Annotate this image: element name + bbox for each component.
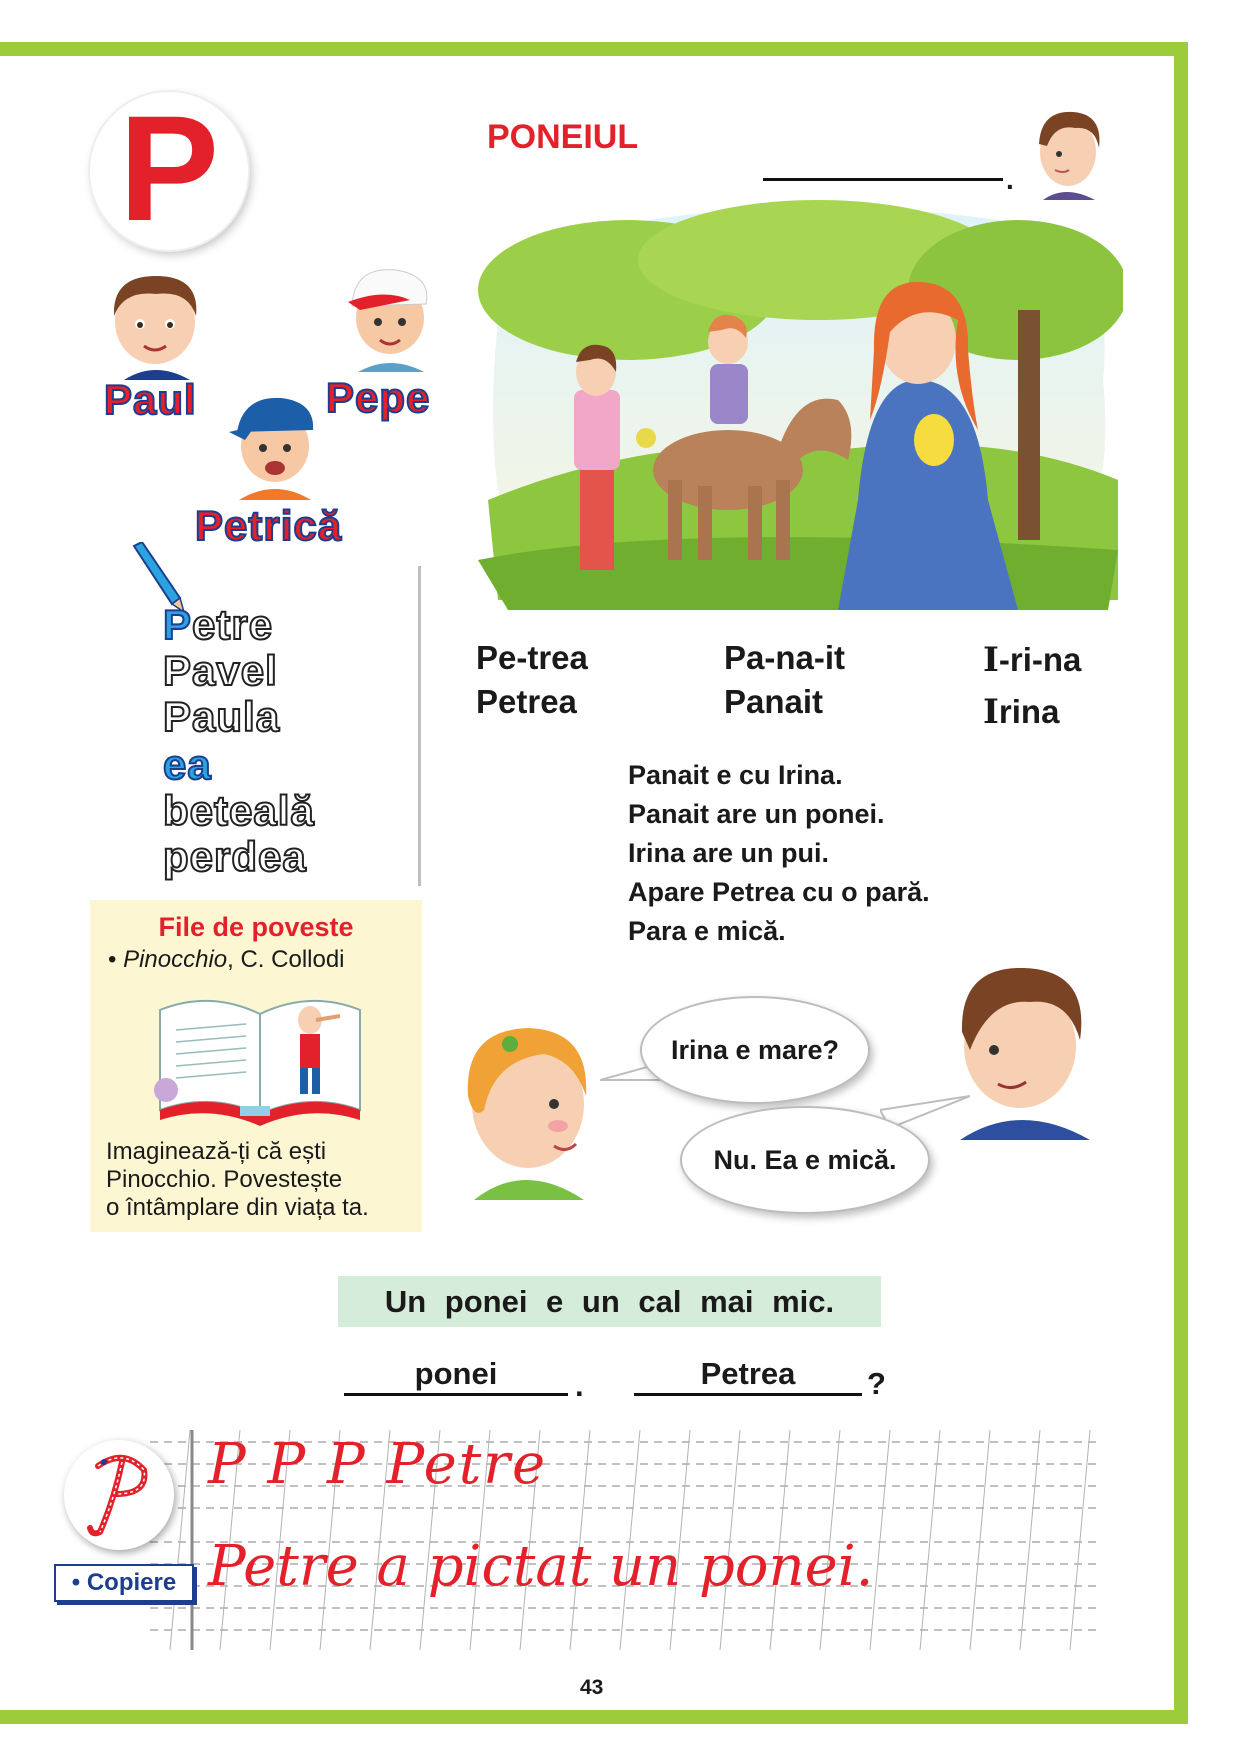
syllable-word-petrea: Petrea bbox=[476, 683, 577, 720]
fill-line bbox=[634, 1393, 862, 1396]
syllable-split-petrea: Pe-trea bbox=[476, 639, 588, 676]
copy-label: • Copiere bbox=[54, 1564, 194, 1602]
fairy-tale-title: File de poveste bbox=[158, 912, 354, 942]
letter-p: P bbox=[118, 84, 220, 252]
name-paul: Paul bbox=[104, 376, 197, 423]
story-line: Para e mică. bbox=[628, 916, 786, 946]
paul-avatar-icon bbox=[100, 268, 210, 380]
fill-line bbox=[344, 1393, 568, 1396]
story-line: Panait e cu Irina. bbox=[628, 760, 843, 790]
fairy-tale-box bbox=[90, 900, 422, 1232]
page-title: PONEIUL bbox=[487, 118, 639, 156]
fairy-tale-prompt: Imaginează-ți că ești Pinocchio. Povestește o întâmplare din viața ta. bbox=[106, 1138, 369, 1221]
word-list bbox=[163, 602, 315, 880]
fill-word-petrea: Petrea bbox=[700, 1356, 796, 1391]
name-pepe: Pepe bbox=[326, 374, 431, 421]
word-paula: Paula bbox=[163, 693, 281, 740]
syllable-group-irina bbox=[983, 634, 1081, 738]
girl-avatar-icon bbox=[454, 1000, 600, 1200]
cursive-p-icon bbox=[64, 1440, 174, 1550]
word-pavel: Pavel bbox=[163, 647, 278, 694]
word-ea: ea bbox=[163, 741, 212, 788]
speech-bubble-answer: Nu. Ea e mică. bbox=[680, 1106, 930, 1214]
syllable-split-irina: I-ri-na bbox=[983, 640, 1082, 680]
title-answer-line bbox=[763, 178, 1003, 181]
copy-line-2: Petre a pictat un ponei. bbox=[208, 1534, 874, 1599]
word-petre: Petre bbox=[163, 601, 274, 648]
fact-banner: Un ponei e un cal mai mic. bbox=[338, 1276, 881, 1327]
open-book-icon bbox=[150, 980, 370, 1130]
fill-end-dot: . bbox=[575, 1368, 584, 1403]
syllable-word-irina: Irina bbox=[983, 692, 1060, 732]
cursive-p-badge bbox=[64, 1440, 174, 1550]
speech-bubble-question: Irina e mare? bbox=[640, 996, 870, 1104]
letter-badge bbox=[90, 84, 248, 252]
fill-word-ponei: ponei bbox=[414, 1356, 498, 1391]
syllable-group-panait bbox=[724, 636, 845, 724]
word-perdea: perdea bbox=[163, 833, 307, 880]
story-line: Irina are un pui. bbox=[628, 838, 830, 868]
syllable-word-panait: Panait bbox=[724, 683, 824, 720]
story-line: Apare Petrea cu o pară. bbox=[628, 877, 930, 907]
word-beteala: beteală bbox=[163, 787, 315, 834]
name-petrica: Petrică bbox=[195, 502, 343, 549]
story-line: Panait are un ponei. bbox=[628, 799, 885, 829]
pepe-avatar-icon bbox=[340, 260, 440, 372]
copy-line-1: P P P Petre bbox=[208, 1432, 548, 1497]
vertical-divider bbox=[418, 566, 421, 886]
pony-scene-illustration bbox=[478, 200, 1123, 612]
syllable-group-petrea bbox=[476, 636, 588, 724]
petrica-avatar-icon bbox=[225, 390, 325, 500]
boy-avatar-large-icon bbox=[950, 960, 1100, 1140]
boy-avatar-icon bbox=[1025, 104, 1111, 200]
fill-end-question: ? bbox=[867, 1366, 886, 1401]
title-answer-dot: . bbox=[1006, 164, 1014, 195]
syllable-split-panait: Pa-na-it bbox=[724, 639, 846, 676]
fairy-tale-source: • Pinocchio, C. Collodi bbox=[108, 946, 345, 973]
page-number: 43 bbox=[580, 1676, 604, 1699]
story-text bbox=[628, 756, 930, 951]
